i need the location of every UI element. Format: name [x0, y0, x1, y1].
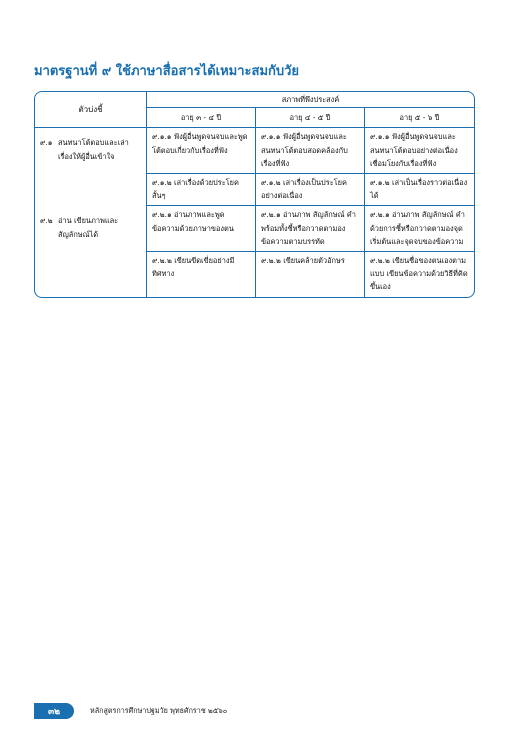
cell-9-1-2-age-4-5: ๙.๑.๒ เล่าเรื่องเป็นประโยคอย่างต่อเนื่อง — [256, 174, 365, 206]
cell-9-2-1-age-4-5: ๙.๒.๑ อ่านภาพ สัญลักษณ์ คำ พร้อมทั้งชี้หรือกวาดตามองข้อความตามบรรทัด — [256, 206, 365, 252]
cell-9-2-2-age-5-6: ๙.๒.๒ เขียนชื่อของตนเองตามแบบ เขียนข้อความด้วยวิธีที่คิดขึ้นเอง — [370, 256, 468, 292]
header-age-5-6: อายุ ๕ - ๖ ปี — [365, 108, 474, 128]
cell-9-1-2-age-3-4: ๙.๑.๒ เล่าเรื่องด้วยประโยคสั้นๆ — [147, 174, 256, 206]
header-age-4-5: อายุ ๔ - ๕ ปี — [256, 108, 365, 128]
header-indicator: ตัวบ่งชี้ — [35, 92, 147, 128]
indicator-text: สนทนาโต้ตอบและเล่าเรื่องให้ผู้อื่นเข้าใจ — [58, 138, 129, 161]
page-number: ๓๒ — [47, 707, 61, 717]
header-age-3-4: อายุ ๓ - ๔ ปี — [147, 108, 256, 128]
indicator-number: ๙.๑ — [40, 138, 53, 148]
header-desired-state: สภาพที่พึงประสงค์ — [147, 92, 474, 108]
cell-9-1-2-age-5-6: ๙.๑.๒ เล่าเป็นเรื่องราวต่อเนื่องได้ — [365, 174, 474, 206]
indicator-9-1 — [35, 128, 147, 206]
cell-9-1-1-age-5-6: ๙.๑.๑ ฟังผู้อื่นพูดจนจบและสนทนาโต้ตอบอย่างต่อเนื่อง เชื่อมโยงกับเรื่องที่ฟัง — [365, 128, 474, 174]
cell-9-2-2-age-4-5: ๙.๒.๒ เขียนคล้ายตัวอักษร — [256, 252, 365, 297]
indicator-text: อ่าน เขียนภาพและสัญลักษณ์ได้ — [58, 216, 119, 239]
cell-9-2-1-age-3-4: ๙.๒.๑ อ่านภาพและพูดข้อความด้วยภาษาของตน — [147, 206, 256, 252]
cell-9-2-1-age-5-6: ๙.๒.๑ อ่านภาพ สัญลักษณ์ คำ ด้วยการชี้หรือกวาดตามองจุดเริ่มต้นและจุดจบของข้อความ — [365, 206, 474, 252]
indicator-number: ๙.๒ — [40, 216, 53, 226]
page-number-tab — [34, 703, 74, 719]
footer-text: หลักสูตรการศึกษาปฐมวัย พุทธศักราช ๒๕๖๐ — [90, 706, 228, 715]
indicator-9-2 — [35, 206, 147, 296]
standard-table — [34, 91, 475, 298]
cell-9-2-2-age-3-4: ๙.๒.๒ เขียนขีดเขี่ยอย่างมีทิศทาง — [147, 252, 256, 297]
cell-9-1-1-age-3-4: ๙.๑.๑ ฟังผู้อื่นพูดจนจบและพูดโต้ตอบเกี่ยวกับเรื่องที่ฟัง — [147, 128, 256, 174]
cell-9-1-1-age-4-5: ๙.๑.๑ ฟังผู้อื่นพูดจนจบและสนทนาโต้ตอบสอดคล้องกับเรื่องที่ฟัง — [256, 128, 365, 174]
page-title: มาตรฐานที่ ๙ ใช้ภาษาสื่อสารได้เหมาะสมกับวัย — [34, 64, 300, 79]
